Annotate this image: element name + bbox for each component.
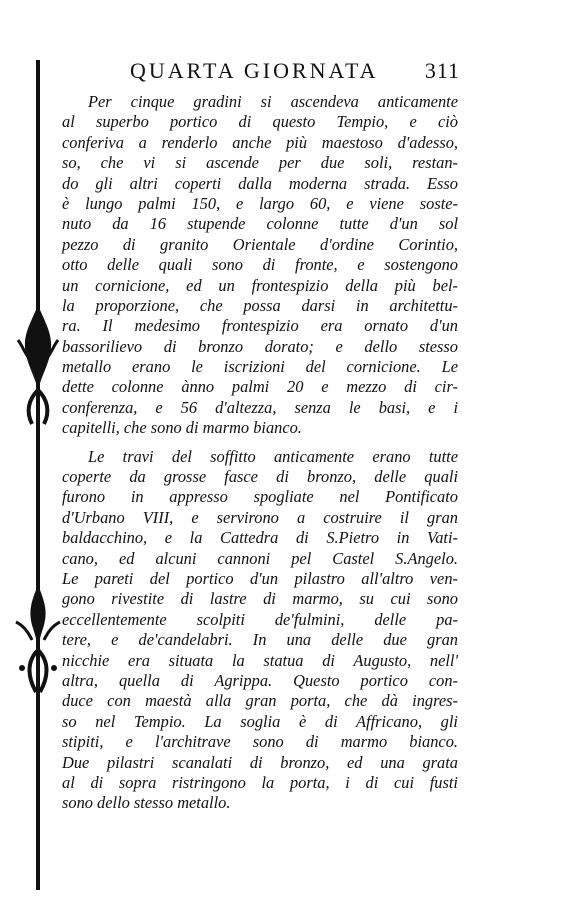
text-line: Le pareti del portico d'un pilastro all'altro ven- [62, 568, 458, 588]
text-line: cano, ed alcuni cannoni pel Castel S.Angelo. [62, 548, 458, 568]
text-line: do gli altri coperti dalla moderna strada. Esso [62, 173, 458, 193]
text-line: tere, e de'candelabri. In una delle due gran [62, 630, 458, 650]
text-line: è lungo palmi 150, e largo 60, e viene soste- [62, 193, 458, 213]
text-line: baldacchino, e la Cattedra di S.Pietro in Vati- [62, 528, 458, 548]
text-line: la proporzione, che possa darsi in architettu- [62, 295, 458, 315]
text-line: ra. Il medesimo frontespizio era ornato d'un [62, 316, 458, 336]
text-line: coperte da grosse fasce di bronzo, delle quali [62, 467, 458, 487]
text-line: sono dello stesso metallo. [62, 793, 231, 813]
text-line: conferiva a renderlo anche più maestoso d'adesso, [62, 132, 458, 152]
body-text [62, 92, 458, 814]
text-line: Le travi del soffitto anticamente erano tutte [88, 446, 458, 466]
text-line: eccellentemente scolpiti de'fulmini, delle pa- [62, 609, 458, 629]
text-line: Per cinque gradini si ascendeva anticamente [88, 92, 458, 111]
text-line: metallo erano le iscrizioni del cornicione. Le [62, 357, 458, 377]
paragraph [62, 92, 458, 439]
text-line: so nel Tempio. La soglia è di Affricano, gli [62, 711, 458, 731]
text-line: furono in appresso spogliate nel Pontificato [62, 487, 458, 507]
text-line: nicchie era situata la statua di Augusto, nell' [62, 650, 458, 670]
text-line: altra, quella di Agrippa. Questo portico con- [62, 670, 458, 690]
text-line: bassorilievo di bronzo dorato; e dello stesso [62, 336, 458, 356]
text-line: un cornicione, ed un frontespizio della più bel- [62, 275, 458, 295]
text-line: stipiti, e l'architrave sono di marmo bianco. [62, 732, 458, 752]
text-line: d'Urbano VIII, e servirono a costruire il gran [62, 507, 458, 527]
running-header [130, 58, 460, 84]
text-line: al superbo portico di questo Tempio, e ciò [62, 112, 458, 132]
text-line: otto delle quali sono di fronte, e sostengono [62, 255, 458, 275]
paragraph [62, 447, 458, 814]
text-line: so, che vi si ascende per due soli, restan- [62, 153, 458, 173]
text-line: Due pilastri scanalati di bronzo, ed una grata [62, 752, 458, 772]
text-line: conferenza, e 56 d'altezza, senza le basi, e i [62, 397, 458, 417]
text-line: duce con maestà alla gran porta, che dà ingres- [62, 691, 458, 711]
margin-ornament-top [8, 300, 68, 430]
text-line: nuto da 16 stupende colonne tutte d'un sol [62, 214, 458, 234]
margin-ornament-bottom [8, 580, 68, 700]
margin-rule [36, 60, 40, 890]
text-line: capitelli, che sono di marmo bianco. [62, 418, 302, 438]
text-line: pezzo di granito Orientale d'ordine Corintio, [62, 234, 458, 254]
page-number: 311 [424, 58, 460, 83]
text-line: gono rivestite di lastre di marmo, su cui sono [62, 589, 458, 609]
text-line: al di sopra ristringono la porta, i di cui fusti [62, 772, 458, 792]
text-line: dette colonne ànno palmi 20 e mezzo di cir- [62, 377, 458, 397]
running-title: QUARTA GIORNATA [130, 58, 379, 83]
